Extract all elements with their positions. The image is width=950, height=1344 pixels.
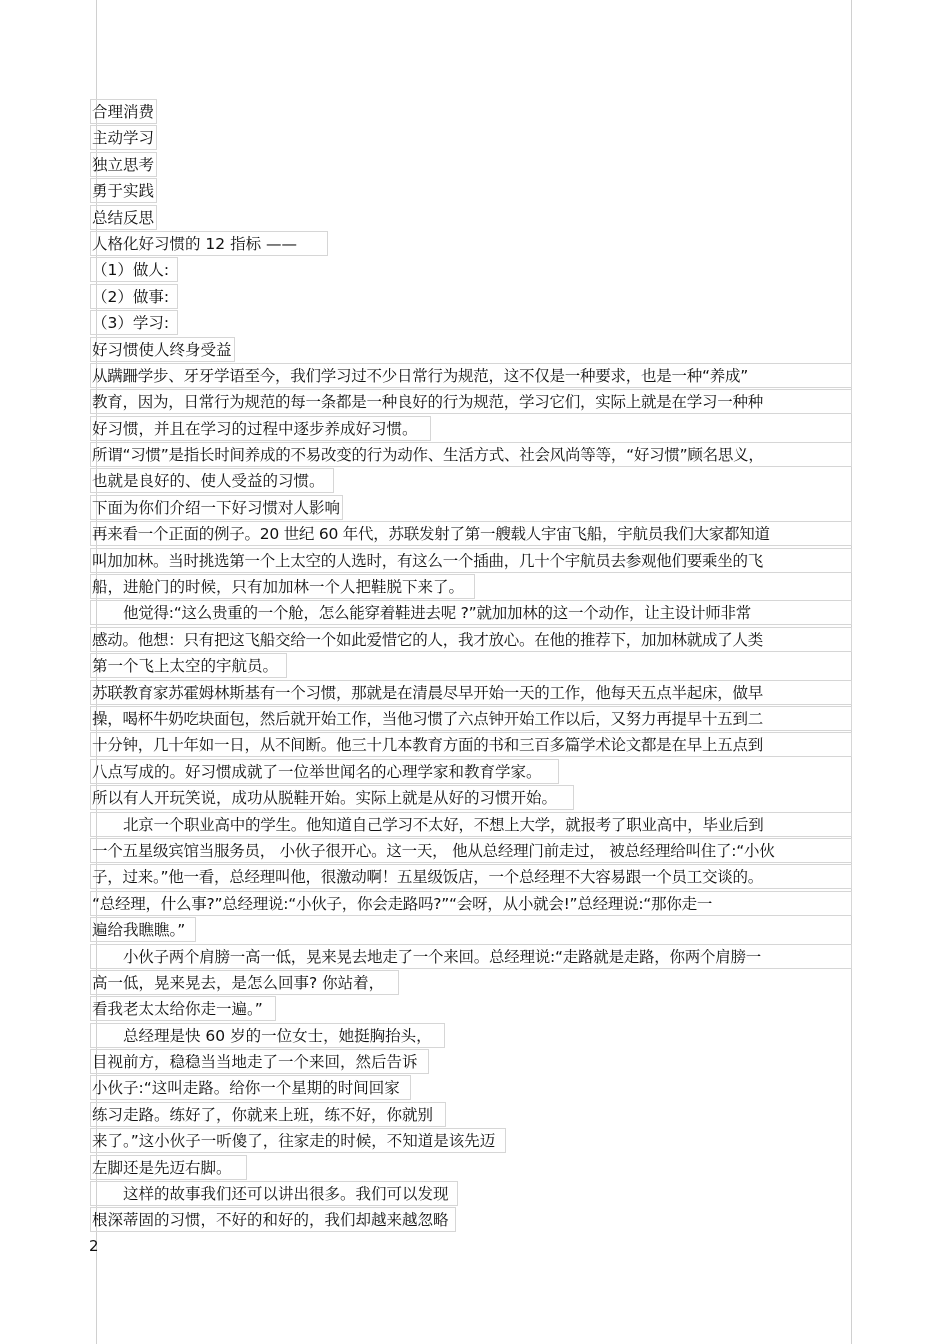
paragraph-line: 教育，因为，日常行为规范的每一条都是一种良好的行为规范，学习它们，实际上就是在学习一种种 — [90, 389, 852, 414]
paragraph-line: 所以有人开玩笑说，成功从脱鞋开始。实际上就是从好的习惯开始。 — [90, 785, 574, 810]
paragraph-line: 这样的故事我们还可以讲出很多。我们可以发现 — [90, 1181, 458, 1206]
paragraph-line: 所谓“习惯”是指长时间养成的不易改变的行为动作、生活方式、社会风尚等等，“好习惯”顾名思义， — [90, 442, 852, 467]
paragraph-line: 高一低，晃来晃去，是怎么回事? 你站着， — [90, 970, 399, 995]
paragraph-line: 他觉得:“这么贵重的一个舱，怎么能穿着鞋进去呢 ?”就加加林的这一个动作，让主设计师非常 — [90, 600, 852, 625]
paragraph-line: 好习惯，并且在学习的过程中逐步养成好习惯。 — [90, 416, 431, 441]
text-line: 独立思考 — [90, 152, 157, 177]
paragraph-line: 感动。他想：只有把这飞船交给一个如此爱惜它的人，我才放心。在他的推荐下，加加林就成了人类 — [90, 627, 852, 652]
paragraph-line: 苏联教育家苏霍姆林斯基有一个习惯，那就是在清晨尽早开始一天的工作，他每天五点半起床，做早 — [90, 680, 852, 705]
document-body — [90, 99, 852, 1234]
paragraph-line: 再来看一个正面的例子。20 世纪 60 年代，苏联发射了第一艘载人宇宙飞船，宇航员我们大家都知道 — [90, 521, 852, 546]
section-heading: 下面为你们介绍一下好习惯对人影响 — [90, 495, 343, 520]
page-number: 2 — [89, 1237, 99, 1255]
paragraph-line: 从蹒跚学步、牙牙学语至今，我们学习过不少日常行为规范，这不仅是一种要求，也是一种“养成” — [90, 363, 852, 388]
paragraph-line: 小伙子两个肩膀一高一低，晃来晃去地走了一个来回。总经理说:“走路就是走路，你两个肩膀一 — [90, 944, 852, 969]
paragraph-line: 小伙子:“这叫走路。给你一个星期的时间回家 — [90, 1075, 411, 1100]
text-line: 合理消费 — [90, 99, 157, 124]
section-heading: 人格化好习惯的 12 指标 —— — [90, 231, 328, 256]
paragraph-line: 北京一个职业高中的学生。他知道自己学习不太好，不想上大学，就报考了职业高中，毕业后到 — [90, 812, 852, 837]
paragraph-line: 船，进舱门的时候，只有加加林一个人把鞋脱下来了。 — [90, 574, 475, 599]
paragraph-line: 也就是良好的、使人受益的习惯。 — [90, 468, 334, 493]
paragraph-line: 目视前方，稳稳当当地走了一个来回，然后告诉 — [90, 1049, 429, 1074]
list-item: （2）做事: — [90, 284, 178, 309]
text-line: 主动学习 — [90, 125, 157, 150]
paragraph-line: 根深蒂固的习惯，不好的和好的，我们却越来越忽略 — [90, 1207, 456, 1232]
paragraph-line: 第一个飞上太空的宇航员。 — [90, 653, 287, 678]
paragraph-line: 十分钟，几十年如一日，从不间断。他三十几本教育方面的书和三百多篇学术论文都是在早上五点到 — [90, 732, 852, 757]
paragraph-line: 子，过来。”他一看，总经理叫他，很激动啊！五星级饭店，一个总经理不大容易跟一个员工交谈的。 — [90, 864, 852, 889]
list-item: （3）学习: — [90, 310, 178, 335]
paragraph-line: 叫加加林。当时挑选第一个上太空的人选时，有这么一个插曲，几十个宇航员去参观他们要乘坐的飞 — [90, 548, 852, 573]
section-heading: 好习惯使人终身受益 — [90, 337, 235, 362]
paragraph-line: 八点写成的。好习惯成就了一位举世闻名的心理学家和教育学家。 — [90, 759, 559, 784]
paragraph-line: 左脚还是先迈右脚。 — [90, 1155, 247, 1180]
paragraph-line: 来了。”这小伙子一听傻了，往家走的时候，不知道是该先迈 — [90, 1128, 506, 1153]
paragraph-line: 一个五星级宾馆当服务员， 小伙子很开心。这一天， 他从总经理门前走过， 被总经理给叫住了:“小伙 — [90, 838, 852, 863]
paragraph-line: 看我老太太给你走一遍。” — [90, 996, 276, 1021]
text-line: 勇于实践 — [90, 178, 157, 203]
paragraph-line: 操，喝杯牛奶吃块面包，然后就开始工作，当他习惯了六点钟开始工作以后，又努力再提早十五到二 — [90, 706, 852, 731]
paragraph-line: 遍给我瞧瞧。” — [90, 917, 196, 942]
paragraph-line: 总经理是快 60 岁的一位女士，她挺胸抬头， — [90, 1023, 445, 1048]
text-line: 总结反思 — [90, 205, 157, 230]
list-item: （1）做人: — [90, 257, 178, 282]
paragraph-line: “总经理，什么事?”总经理说:“小伙子，你会走路吗?”“会呀，从小就会!”总经理说:“那你走一 — [90, 891, 852, 916]
paragraph-line: 练习走路。练好了，你就来上班，练不好，你就别 — [90, 1102, 446, 1127]
